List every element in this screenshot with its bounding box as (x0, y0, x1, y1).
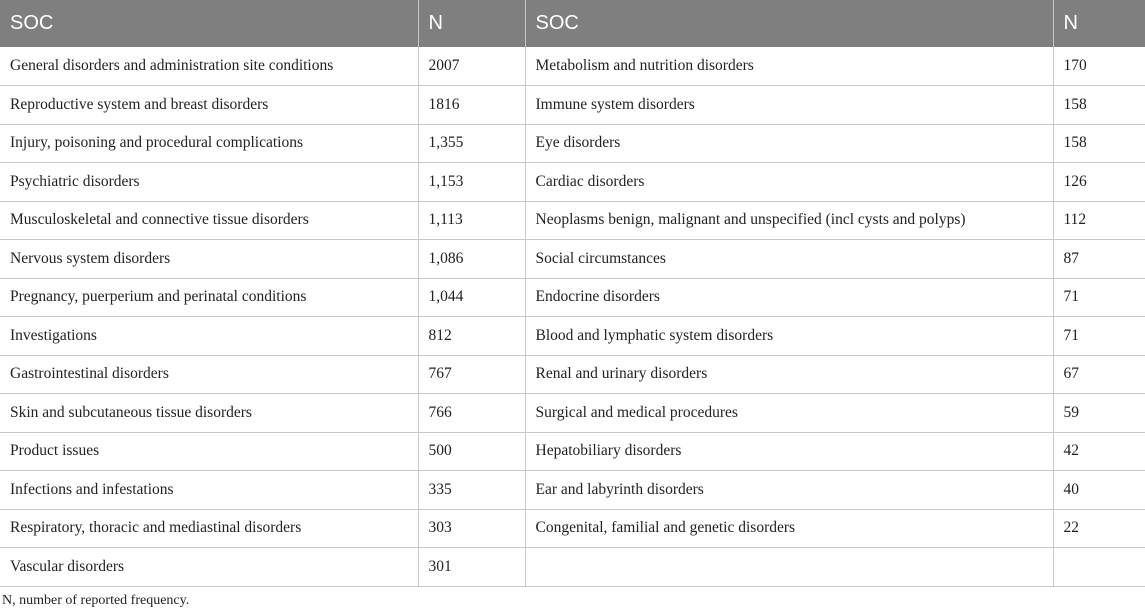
soc-right-cell: Ear and labyrinth disorders (525, 471, 1053, 510)
n-right-cell: 87 (1053, 240, 1145, 279)
soc-left-cell: Nervous system disorders (0, 240, 418, 279)
header-n-right: N (1053, 0, 1145, 47)
n-left-cell: 1,113 (418, 201, 525, 240)
soc-right-cell: Blood and lymphatic system disorders (525, 317, 1053, 356)
n-right-cell: 40 (1053, 471, 1145, 510)
soc-left-cell: General disorders and administration site conditions (0, 47, 418, 86)
table-row (0, 432, 1145, 471)
table-row (0, 317, 1145, 356)
n-right-cell: 158 (1053, 124, 1145, 163)
n-right-cell: 126 (1053, 163, 1145, 202)
table-row (0, 240, 1145, 279)
n-left-cell: 767 (418, 355, 525, 394)
soc-right-cell: Eye disorders (525, 124, 1053, 163)
soc-left-cell: Vascular disorders (0, 548, 418, 587)
n-right-cell: 170 (1053, 47, 1145, 86)
table-header (0, 0, 1145, 47)
n-right-cell: 71 (1053, 317, 1145, 356)
table-row (0, 201, 1145, 240)
table-row (0, 355, 1145, 394)
soc-right-cell: Neoplasms benign, malignant and unspecified (incl cysts and polyps) (525, 201, 1053, 240)
soc-right-cell: Renal and urinary disorders (525, 355, 1053, 394)
soc-left-cell: Investigations (0, 317, 418, 356)
table-row (0, 471, 1145, 510)
soc-left-cell: Skin and subcutaneous tissue disorders (0, 394, 418, 433)
soc-right-cell: Hepatobiliary disorders (525, 432, 1053, 471)
soc-left-cell: Product issues (0, 432, 418, 471)
n-left-cell: 303 (418, 509, 525, 548)
n-right-cell: 67 (1053, 355, 1145, 394)
soc-left-cell: Respiratory, thoracic and mediastinal disorders (0, 509, 418, 548)
table-row (0, 509, 1145, 548)
header-row (0, 0, 1145, 47)
soc-right-cell: Endocrine disorders (525, 278, 1053, 317)
table-row (0, 47, 1145, 86)
n-left-cell: 766 (418, 394, 525, 433)
soc-right-cell: Congenital, familial and genetic disorders (525, 509, 1053, 548)
n-right-cell: 22 (1053, 509, 1145, 548)
soc-right-cell: Social circumstances (525, 240, 1053, 279)
soc-left-cell: Reproductive system and breast disorders (0, 86, 418, 125)
n-right-cell: 59 (1053, 394, 1145, 433)
n-left-cell: 1816 (418, 86, 525, 125)
n-left-cell: 2007 (418, 47, 525, 86)
n-right-cell (1053, 548, 1145, 587)
table-row (0, 163, 1145, 202)
table-row (0, 278, 1145, 317)
soc-left-cell: Infections and infestations (0, 471, 418, 510)
header-soc-left: SOC (0, 0, 418, 47)
table-row (0, 394, 1145, 433)
table-row (0, 124, 1145, 163)
header-soc-right: SOC (525, 0, 1053, 47)
soc-right-cell: Surgical and medical procedures (525, 394, 1053, 433)
table-body (0, 47, 1145, 586)
table-row (0, 548, 1145, 587)
n-left-cell: 1,086 (418, 240, 525, 279)
soc-left-cell: Pregnancy, puerperium and perinatal conditions (0, 278, 418, 317)
n-left-cell: 1,153 (418, 163, 525, 202)
n-left-cell: 1,355 (418, 124, 525, 163)
n-right-cell: 71 (1053, 278, 1145, 317)
n-left-cell: 301 (418, 548, 525, 587)
n-left-cell: 1,044 (418, 278, 525, 317)
soc-right-cell: Cardiac disorders (525, 163, 1053, 202)
soc-right-cell: Immune system disorders (525, 86, 1053, 125)
soc-right-cell: Metabolism and nutrition disorders (525, 47, 1053, 86)
table-footnote: N, number of reported frequency. (2, 592, 190, 608)
soc-left-cell: Injury, poisoning and procedural complications (0, 124, 418, 163)
soc-left-cell: Musculoskeletal and connective tissue disorders (0, 201, 418, 240)
n-left-cell: 500 (418, 432, 525, 471)
table-row (0, 86, 1145, 125)
soc-right-cell (525, 548, 1053, 587)
soc-left-cell: Psychiatric disorders (0, 163, 418, 202)
header-n-left: N (418, 0, 525, 47)
n-right-cell: 158 (1053, 86, 1145, 125)
n-right-cell: 42 (1053, 432, 1145, 471)
n-right-cell: 112 (1053, 201, 1145, 240)
soc-left-cell: Gastrointestinal disorders (0, 355, 418, 394)
n-left-cell: 812 (418, 317, 525, 356)
n-left-cell: 335 (418, 471, 525, 510)
